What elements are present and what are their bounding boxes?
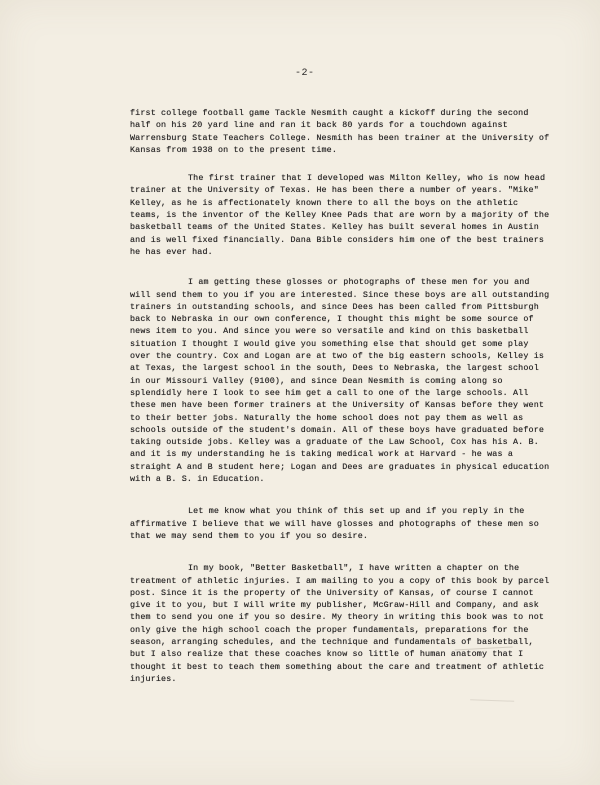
faint-pencil-mark <box>470 699 514 712</box>
paragraph-5: In my book, "Better Basketball", I have written a chapter on the treatment of athletic injuries. I am mailing to you a copy of this book by parcel post. Since it is the property of the University of Kansas, of course I cannot give it to you, but I will write my publisher, McGraw-Hill and Company, and ask them to send you one if you so desire. My theory in writing this book was to not only give the high school coach the proper fundamentals, preparations for the season, arranging schedules, and the technique and fundamentals of basketball, but I also realize that these coaches know so little of human anatomy that I thought it best to teach them something about the care and treatment of athletic injuries. <box>130 563 555 684</box>
paragraph-2: The first trainer that I developed was Milton Kelley, who is now head trainer at the University of Texas. He has been there a number of years. "Mike" Kelley, as he is affectionately known there to all the boys on the athletic teams, is the inventor of the Kelley Knee Pads that are worn by a majority of the basketball teams of the United States. Kelley has built several homes in Austin and is well fixed financially. Dana Bible considers him one of the best trainers he has ever had. <box>130 173 555 257</box>
letter-body <box>130 107 555 698</box>
paragraph-1: first college football game Tackle Nesmith caught a kickoff during the second half on his 20 yard line and ran it back 80 yards for a touchdown against Warrensburg State Teachers College. Nesmith has been trainer at the University of Kansas from 1938 on to the present time. <box>130 108 555 155</box>
page-number: -2- <box>295 68 315 79</box>
paragraph-3: I am getting these glosses or photographs of these men for you and will send them to you if you are interested. Since these boys are all outstanding trainers in outstanding schools, and since Dees has been called from Pittsburgh back to Nebraska in our own conference, I thought this might be some source of news item to you. And since you were so versatile and kind on this basketball situation I thought I would give you something else that should get some play over the country. Cox and Logan are at two of the big eastern schools, Kelley is at Texas, the largest school in the south, Dees to Nebraska, the largest school in our Missouri Valley (9100), and since Dean Nesmith is coming along so splendidly here I look to see him get a call to one of the large schools. All these men have been former trainers at the University of Kansas before they went to their better jobs. Naturally the home school does not pay them as well as schools outside of the student's domain. All of these boys have graduated before taking outside jobs. Kelley was a graduate of the Law School, Cox has his A. B. and it is my understanding he is taking medical work at Harvard - he was a straight A and B student here; Logan and Dees are graduates in physical education with a B. S. in Education. <box>130 277 555 485</box>
paragraph-4: Let me know what you think of this set up and if you reply in the affirmative I believe that we will have glosses and photographs of these men so that we may send them to you if you so desire. <box>130 506 545 541</box>
